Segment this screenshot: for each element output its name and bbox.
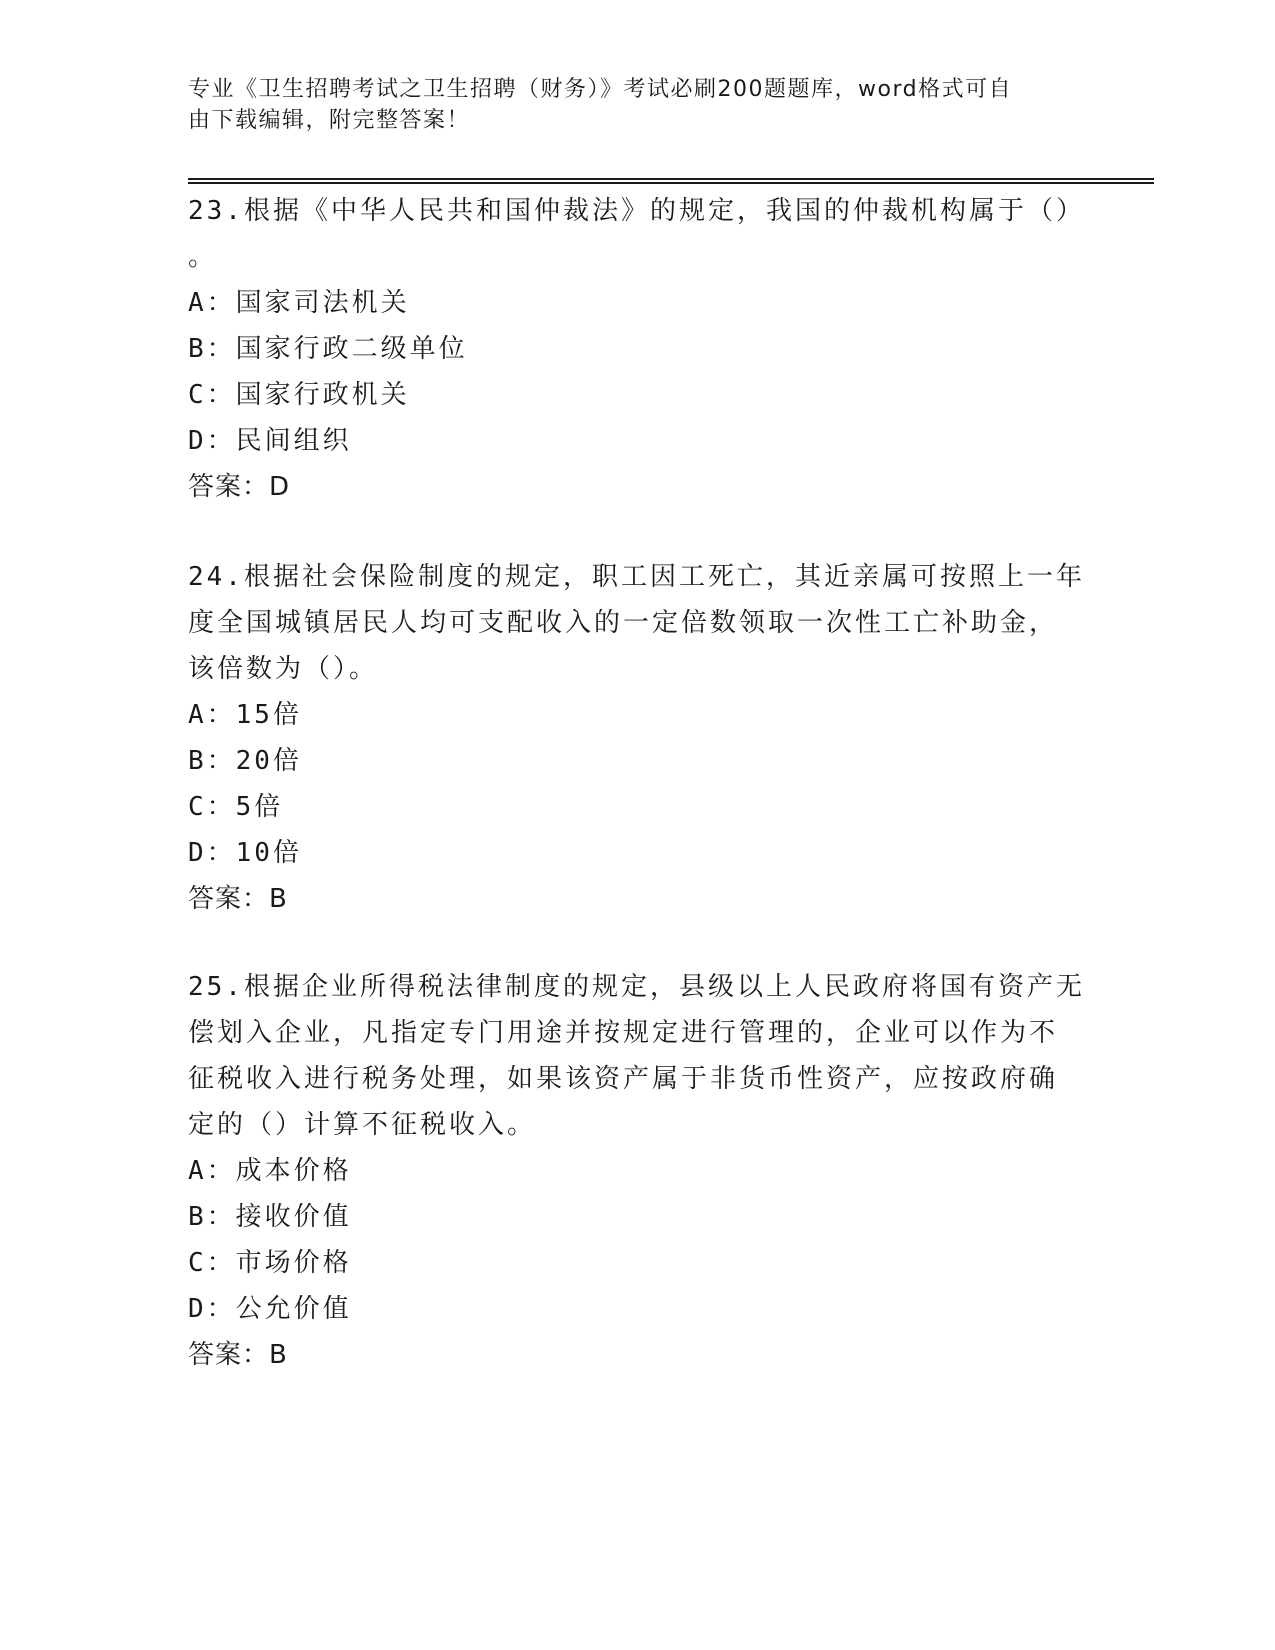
question-stem-line: 度全国城镇居民人均可支配收入的一定倍数领取一次性工亡补助金， <box>188 608 1059 638</box>
question-stem-line: 定的（）计算不征税收入。 <box>188 1110 537 1140</box>
question-stem-line: 25.根据企业所得税法律制度的规定，县级以上人民政府将国有资产无 <box>188 972 1085 1002</box>
option-d: D：公允价值 <box>188 1294 352 1324</box>
question-stem-line: 。 <box>188 242 218 272</box>
question-23 <box>188 188 1088 510</box>
question-24 <box>188 554 1088 922</box>
question-stem-line: 24.根据社会保险制度的规定，职工因工死亡，其近亲属可按照上一年 <box>188 562 1085 592</box>
option-b: B：20倍 <box>188 746 302 776</box>
header-divider <box>188 178 1154 184</box>
question-stem-line: 23.根据《中华人民共和国仲裁法》的规定，我国的仲裁机构属于（） <box>188 196 1085 226</box>
question-25 <box>188 964 1088 1378</box>
option-d: D：民间组织 <box>188 426 352 456</box>
answer-label: 答案：B <box>188 1340 288 1370</box>
header-line-1: 专业《卫生招聘考试之卫生招聘（财务）》考试必刷200题题库，word格式可自 <box>188 77 1013 102</box>
option-c: C：市场价格 <box>188 1248 352 1278</box>
question-stem-line: 该倍数为（）。 <box>188 654 379 684</box>
option-c: C：5倍 <box>188 792 284 822</box>
option-b: B：接收价值 <box>188 1202 352 1232</box>
header-line-2: 由下载编辑，附完整答案！ <box>188 108 471 133</box>
question-stem-line: 偿划入企业，凡指定专门用途并按规定进行管理的，企业可以作为不 <box>188 1018 1059 1048</box>
option-a: A：成本价格 <box>188 1156 352 1186</box>
option-b: B：国家行政二级单位 <box>188 334 468 364</box>
option-c: C：国家行政机关 <box>188 380 410 410</box>
question-stem-line: 征税收入进行税务处理，如果该资产属于非货币性资产，应按政府确 <box>188 1064 1059 1094</box>
option-d: D：10倍 <box>188 838 302 868</box>
answer-label: 答案：B <box>188 884 288 914</box>
document-header <box>188 74 1068 136</box>
option-a: A：国家司法机关 <box>188 288 410 318</box>
answer-label: 答案：D <box>188 472 291 502</box>
option-a: A：15倍 <box>188 700 302 730</box>
